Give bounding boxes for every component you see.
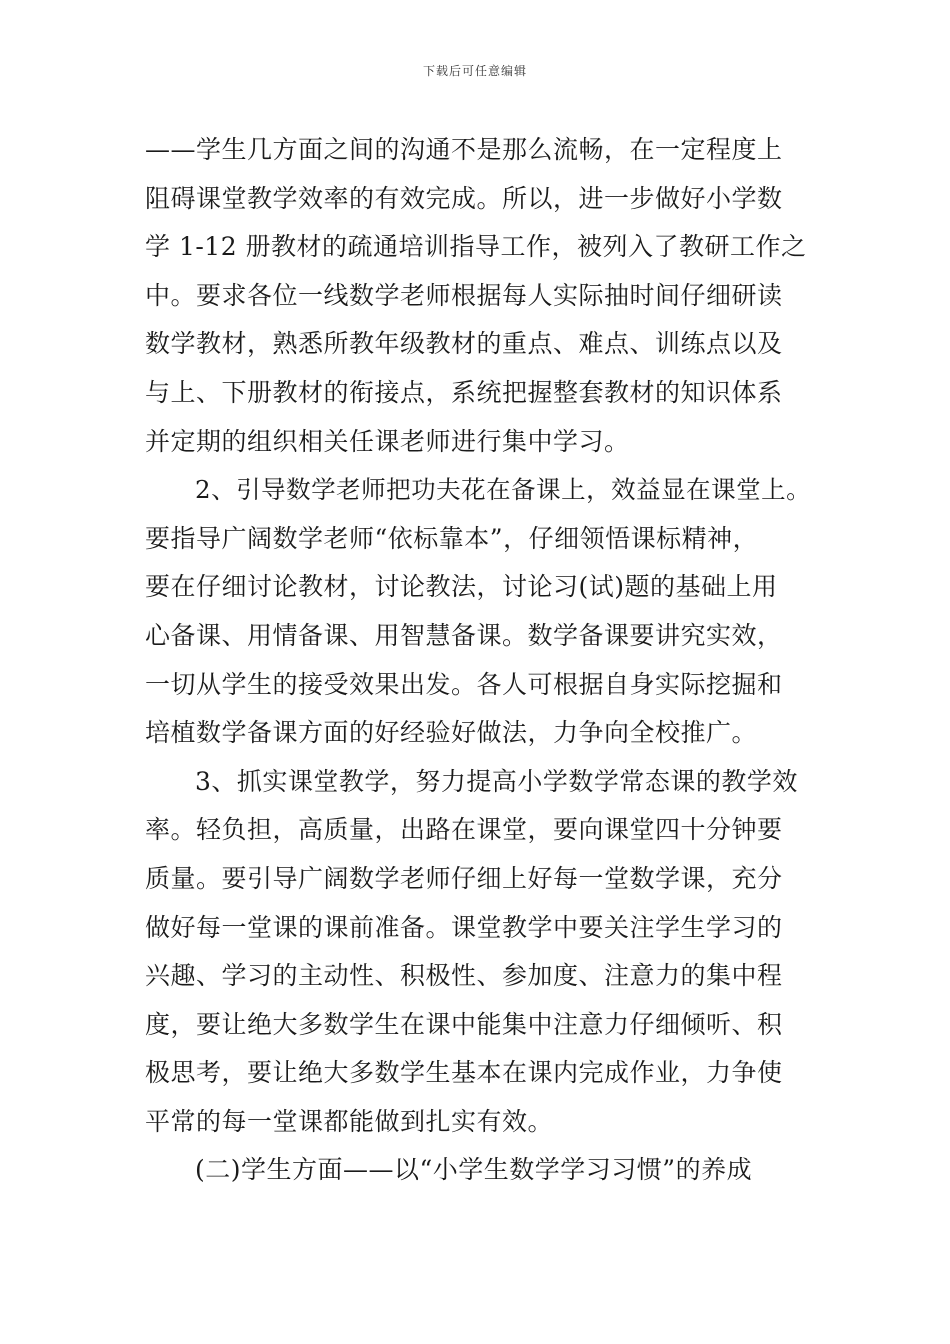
text-line: 做好每一堂课的课前准备。课堂教学中要关注学生学习的: [145, 912, 783, 942]
text-line: 率。轻负担，高质量，出路在课堂，要向课堂四十分钟要: [145, 815, 783, 845]
text-line: 并定期的组织相关任课老师进行集中学习。: [145, 426, 630, 456]
text-line: 数学教材，熟悉所教年级教材的重点、难点、训练点以及: [145, 329, 783, 359]
text-line: 学 1-12 册教材的疏通培训指导工作，被列入了教研工作之: [145, 232, 807, 262]
text-line: 中。要求各位一线数学老师根据每人实际抽时间仔细研读: [145, 280, 783, 310]
text-line: 兴趣、学习的主动性、积极性、参加度、注意力的集中程: [145, 961, 783, 991]
text-line: 3、抓实课堂教学，努力提高小学数学常态课的教学效: [195, 766, 798, 796]
text-line: 与上、下册教材的衔接点，系统把握整套教材的知识体系: [145, 377, 783, 407]
text-line: 培植数学备课方面的好经验好做法，力争向全校推广。: [145, 718, 758, 748]
text-line: 质量。要引导广阔数学老师仔细上好每一堂数学课，充分: [145, 863, 783, 893]
body-text: [145, 126, 820, 1195]
text-line: 平常的每一堂课都能做到扎实有效。: [145, 1106, 554, 1136]
text-line: 要在仔细讨论教材，讨论教法，讨论习(试)题的基础上用: [145, 572, 778, 602]
text-line: 心备课、用情备课、用智慧备课。数学备课要讲究实效，: [145, 620, 783, 650]
text-line: 度，要让绝大多数学生在课中能集中注意力仔细倾听、积: [145, 1009, 783, 1039]
text-line: 一切从学生的接受效果出发。各人可根据自身实际挖掘和: [145, 669, 783, 699]
page-header: 下载后可任意编辑: [422, 64, 527, 78]
text-line: 阻碍课堂教学效率的有效完成。所以，进一步做好小学数: [145, 183, 783, 213]
text-line: 2、引导数学老师把功夫花在备课上，效益显在课堂上。: [195, 475, 812, 505]
text-line: (二)学生方面——以“小学生数学学习习惯”的养成: [195, 1155, 753, 1185]
text-line: 极思考，要让绝大多数学生基本在课内完成作业，力争使: [145, 1058, 783, 1088]
text-line: ——学生几方面之间的沟通不是那么流畅，在一定程度上: [145, 135, 783, 164]
text-line: 要指导广阔数学老师“依标靠本”，仔细领悟课标精神，: [145, 523, 759, 553]
